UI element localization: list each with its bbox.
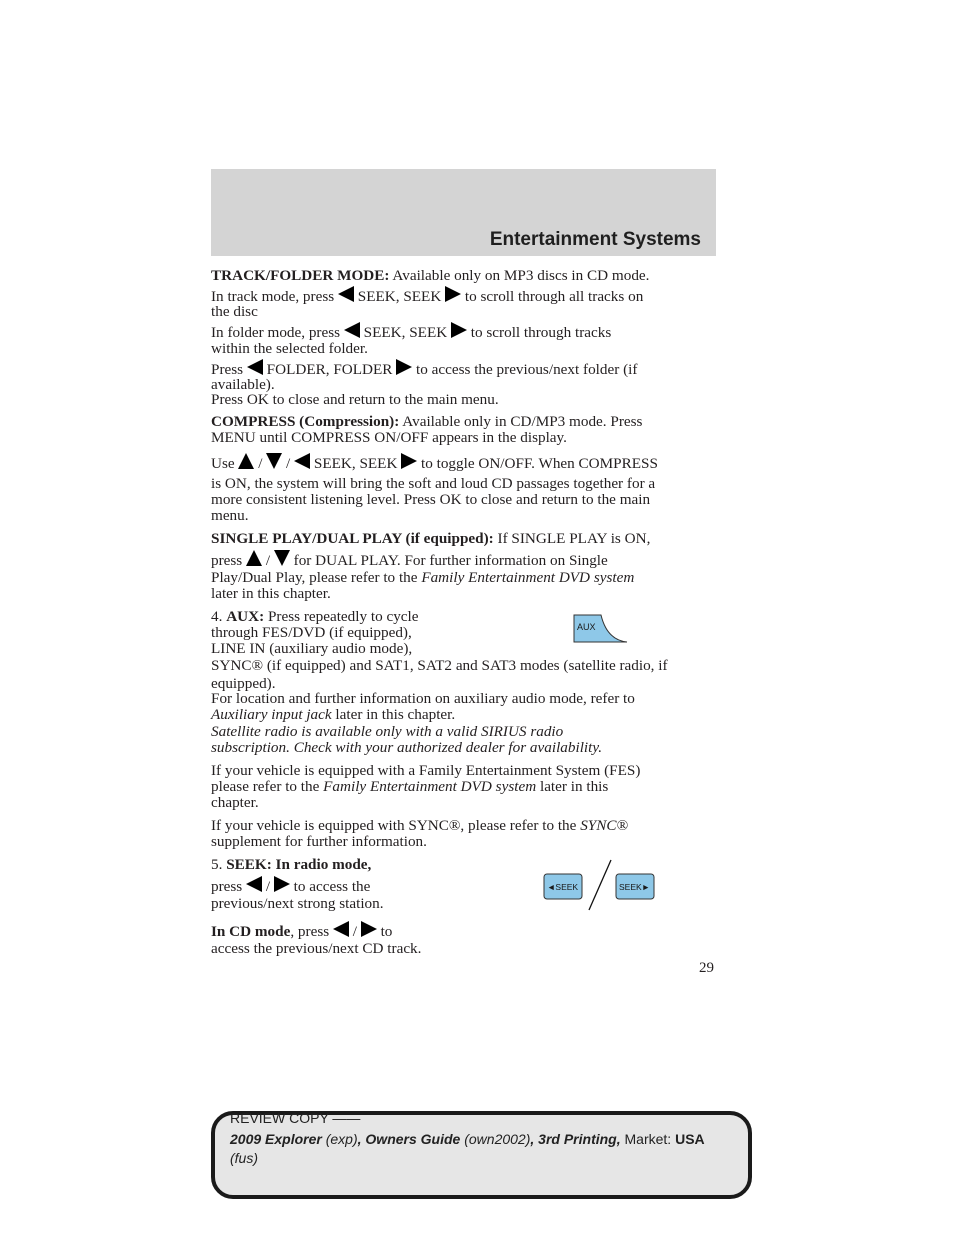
seek-left-icon (246, 876, 262, 892)
footer-market-code: (fus) (230, 1150, 258, 1166)
aux-heading: AUX: (226, 608, 265, 625)
footer-edition-line: 2009 Explorer (exp), Owners Guide (own2002), 3rd Printing, Market: USA (230, 1131, 705, 1147)
seek-right-icon (401, 453, 417, 469)
seek-heading: SEEK: In radio mode, (226, 856, 372, 873)
down-arrow-icon (274, 550, 290, 566)
seek-left-icon (333, 921, 349, 937)
down-arrow-icon (266, 453, 282, 469)
seek-right-label: SEEK► (619, 882, 651, 892)
aux-button-label: AUX (577, 622, 596, 632)
up-arrow-icon (238, 453, 254, 469)
seek-right-icon (274, 876, 290, 892)
footer-review-copy: REVIEW COPY —— (230, 1110, 361, 1126)
single-dual-heading: SINGLE PLAY/DUAL PLAY (if equipped): (211, 530, 494, 547)
seek-right-icon (361, 921, 377, 937)
seek-left-icon (338, 286, 354, 302)
folder-right-icon (396, 359, 412, 375)
seek-right-icon (451, 322, 467, 338)
seek-right-icon (445, 286, 461, 302)
track-folder-heading: TRACK/FOLDER MODE: (211, 267, 390, 284)
folder-left-icon (247, 359, 263, 375)
divider-slash (589, 860, 611, 910)
section-header-band (211, 169, 716, 256)
page-number: 29 (699, 960, 714, 976)
seek-left-icon (344, 322, 360, 338)
cd-mode-heading: In CD mode (211, 923, 291, 940)
seek-left-icon (294, 453, 310, 469)
seek-buttons-illustration (543, 858, 657, 914)
up-arrow-icon (246, 550, 262, 566)
seek-left-label: ◄SEEK (547, 882, 579, 892)
section-title: Entertainment Systems (489, 229, 701, 250)
aux-button-illustration (573, 614, 629, 644)
compress-heading: COMPRESS (Compression): (211, 413, 400, 430)
